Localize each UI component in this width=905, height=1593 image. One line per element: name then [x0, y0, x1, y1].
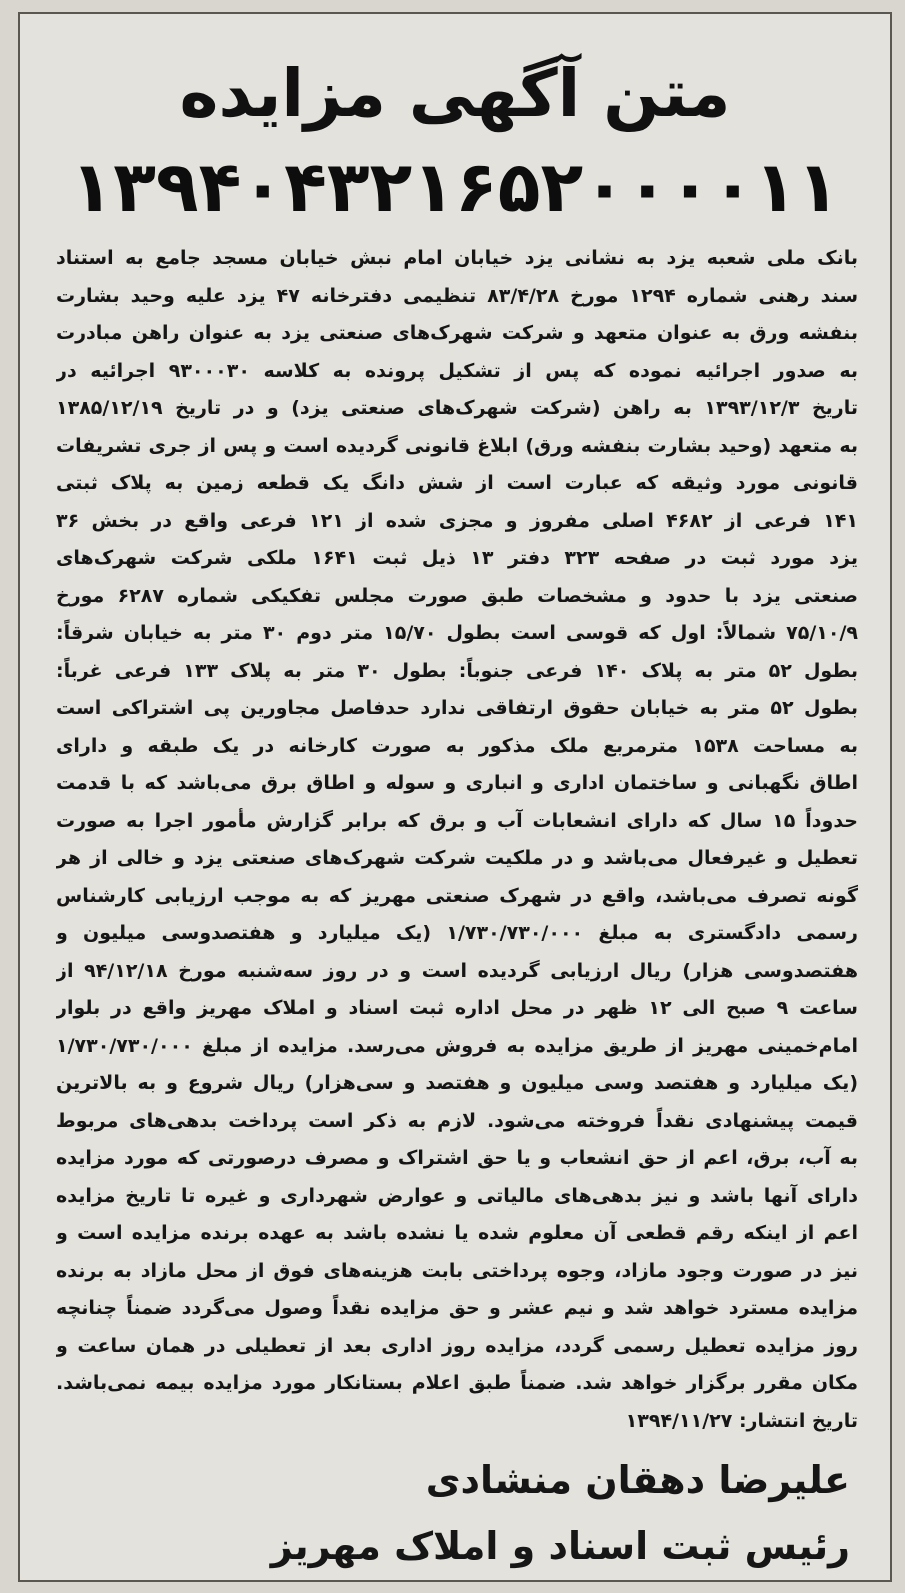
body-line: بنفشه ورق به عنوان متعهد و شرکت شهرک‌های صنعتی یزد به عنوان راهن مبادرت: [56, 322, 858, 344]
body-line: اعم از اینکه رقم قطعی آن معلوم شده یا نشده باشد به عهده برنده مزایده است و: [56, 1222, 858, 1244]
body-line: مزایده مسترد خواهد شد و نیم عشر و حق مزایده نقداً وصول می‌گردد ضمناً چنانچه: [56, 1297, 858, 1319]
body-line: بانک ملی شعبه یزد به نشانی یزد خیابان امام نبش خیابان مسجد جامع به استناد: [56, 247, 858, 269]
body-line: اطاق نگهبانی و ساختمان اداری و انباری و سوله و اطاق برق می‌باشد که با قدمت: [56, 772, 858, 794]
body-line: به صدور اجرائیه نموده که پس از تشکیل پرونده به کلاسه ۹۳۰۰۰۳۰ اجرائیه در: [56, 359, 858, 382]
notice-title: متن آگهی مزایده: [179, 55, 731, 132]
body-line: حدوداً ۱۵ سال که دارای انشعابات آب و برق که برابر گزارش مأمور اجرا به صورت: [56, 809, 858, 832]
body-line: به آب، برق، اعم از حق انشعاب و یا حق اشتراک و مصرف درصورتی که مورد مزایده: [56, 1147, 858, 1169]
signatory-name: علیرضا دهقان منشادی: [425, 1458, 850, 1502]
publish-date: تاریخ انتشار: ۱۳۹۴/۱۱/۲۷: [625, 1409, 858, 1432]
body-line: ۷۵/۱۰/۹ شمالاً: اول که قوسی است بطول ۱۵/۷۰ متر دوم ۳۰ متر به خیابان شرقاً:: [56, 622, 858, 644]
body-line: به متعهد (وحید بشارت بنفشه ورق) ابلاغ قانونی گردیده است و پس از جری تشریفات: [56, 434, 858, 457]
body-line: تاریخ ۱۳۹۳/۱۲/۳ به راهن (شرکت شهرک‌های صنعتی یزد) و در تاریخ ۱۳۸۵/۱۲/۱۹: [56, 397, 858, 419]
notice-body: [56, 240, 858, 1440]
body-line: ساعت ۹ صبح الی ۱۲ ظهر در محل اداره ثبت اسناد و املاک مهریز واقع در بلوار: [56, 997, 858, 1019]
body-line: قیمت پیشنهادی نقداً فروخته می‌شود. لازم به ذکر است پرداخت بدهی‌های مربوط: [56, 1109, 858, 1132]
body-line: مکان مقرر برگزار خواهد شد. ضمناً طبق اعلام بستانکار مورد مزایده بیمه نمی‌باشد.: [56, 1372, 858, 1394]
body-line: رسمی دادگستری به مبلغ ۱/۷۳۰/۷۳۰/۰۰۰ (یک میلیارد و هفتصدوسی میلیون و: [56, 922, 858, 944]
body-line: بطول ۵۲ متر به خیابان حقوق ارتفاقی ندارد حدفاصل مجاورین پی اشتراکی است: [56, 697, 858, 719]
body-line: روز مزایده تعطیل رسمی گردد، مزایده روز اداری بعد از تعطیلی در همان ساعت و: [56, 1334, 858, 1357]
body-line: صنعتی یزد با حدود و مشخصات طبق صورت مجلس تفکیکی شماره ۶۲۸۷ مورخ: [56, 584, 858, 607]
body-line: هفتصدوسی هزار) ریال ارزیابی گردیده است و در روز سه‌شنبه مورخ ۹۴/۱۲/۱۸ از: [56, 959, 858, 982]
signatory-title: رئیس ثبت اسناد و املاک مهریز: [270, 1524, 850, 1568]
body-line: به مساحت ۱۵۳۸ مترمربع ملک مذکور به صورت کارخانه در یک طبقه و دارای: [56, 734, 858, 757]
notice-number: ۱۳۹۴۰۴۳۲۱۶۵۲۰۰۰۰۱۱: [70, 146, 840, 228]
newspaper-clipping: [18, 12, 892, 1582]
body-line: تعطیل و غیرفعال می‌باشد و در ملکیت شرکت شهرک‌های صنعتی یزد و خالی از هر: [56, 847, 858, 869]
body-line: سند رهنی شماره ۱۲۹۴ مورخ ۸۳/۴/۲۸ تنظیمی دفترخانه ۴۷ یزد علیه وحید بشارت: [56, 284, 858, 307]
body-line: دارای آنها باشد و نیز بدهی‌های مالیاتی و عوارض شهرداری و غیره تا تاریخ مزایده: [56, 1184, 858, 1207]
body-line: بطول ۵۲ متر به پلاک ۱۴۰ فرعی جنوباً: بطول ۳۰ متر به پلاک ۱۳۳ فرعی غرباً:: [56, 659, 858, 682]
body-line: امام‌خمینی مهریز از طریق مزایده به فروش می‌رسد. مزایده از مبلغ ۱/۷۳۰/۷۳۰/۰۰۰: [56, 1034, 858, 1057]
body-line: قانونی مورد وثیقه که عبارت است از شش دانگ یک قطعه زمین به پلاک ثبتی: [56, 472, 858, 494]
body-line: ۱۴۱ فرعی از ۴۶۸۲ اصلی مفروز و مجزی شده از ۱۲۱ فرعی واقع در بخش ۳۶: [56, 509, 858, 532]
body-line: یزد مورد ثبت در صفحه ۳۲۳ دفتر ۱۳ ذیل ثبت ۱۶۴۱ ملکی شرکت شهرک‌های: [56, 547, 858, 569]
body-line: گونه تصرف می‌باشد، واقع در شهرک صنعتی مهریز که به موجب ارزیابی کارشناس: [56, 884, 858, 907]
body-line: نیز در صورت وجود مازاد، وجوه پرداختی بابت هزینه‌های فوق از محل مازاد به برنده: [56, 1259, 858, 1282]
body-line: (یک میلیارد و هفتصد وسی میلیون و هفتصد و سی‌هزار) ریال شروع و به بالاترین: [56, 1072, 858, 1094]
